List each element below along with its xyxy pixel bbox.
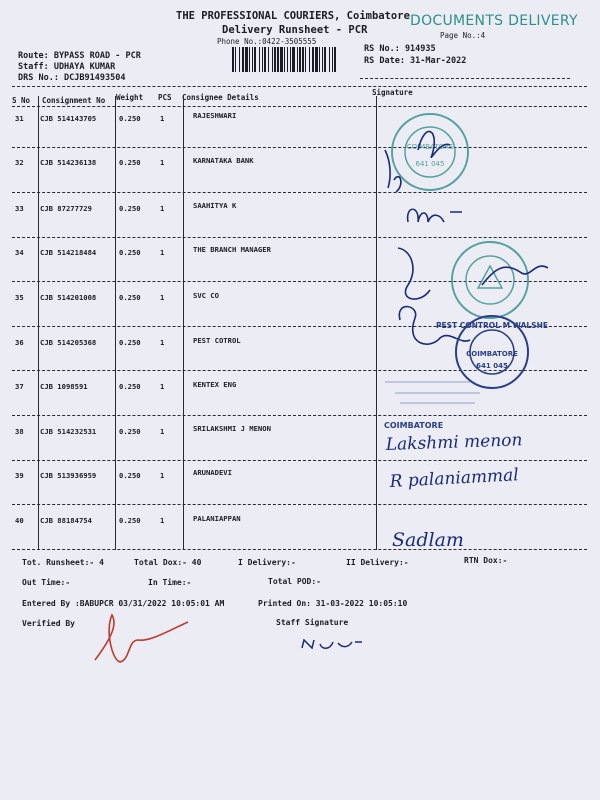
row-consignment: CJB 87277729 xyxy=(40,204,92,213)
row-consignee: PEST COTROL xyxy=(193,336,241,345)
row-sno: 37 xyxy=(15,382,24,391)
row-pcs: 1 xyxy=(160,248,165,257)
row-pcs: 1 xyxy=(160,204,165,213)
rtn-dox: RTN Dox:- xyxy=(464,556,508,565)
rs-number: RS No.: 914935 xyxy=(364,44,436,54)
col-sno: S No xyxy=(12,96,31,105)
row-consignment: CJB 88184754 xyxy=(40,516,92,525)
staff-signature xyxy=(302,640,362,648)
row-sno: 32 xyxy=(15,158,24,167)
row-weight: 0.250 xyxy=(119,338,141,347)
cooperative-bank-stamp xyxy=(452,242,528,318)
tot-runsheet: Tot. Runsheet:- 4 xyxy=(22,558,104,567)
row-weight: 0.250 xyxy=(119,516,141,525)
pest-control-pin: 641 045 xyxy=(476,362,508,370)
company-name: THE PROFESSIONAL COURIERS, Coimbatore xyxy=(176,10,410,22)
row-pcs: 1 xyxy=(160,427,165,436)
pest-control-city: COIMBATORE xyxy=(466,350,518,358)
row-sno: 40 xyxy=(15,516,24,525)
row-weight: 0.250 xyxy=(119,204,141,213)
row-consignment: CJB 1098591 xyxy=(40,382,88,391)
row-weight: 0.250 xyxy=(119,248,141,257)
row-pcs: 1 xyxy=(160,158,165,167)
verified-by: Verified By xyxy=(22,619,75,628)
signature-row34 xyxy=(398,248,430,299)
row-weight: 0.250 xyxy=(119,114,141,123)
row-pcs: 1 xyxy=(160,114,165,123)
phone-number: Phone No.:0422-3505555 xyxy=(217,37,317,46)
row-consignment: CJB 514232531 xyxy=(40,427,97,436)
row-consignee: THE BRANCH MANAGER xyxy=(193,245,271,254)
row-consignment: CJB 514205368 xyxy=(40,338,97,347)
staff-signature-label: Staff Signature xyxy=(276,618,349,627)
col-signature: Signature xyxy=(372,88,413,97)
row-consignee: RAJESHWARI xyxy=(193,111,237,120)
row-pcs: 1 xyxy=(160,516,165,525)
total-dox: Total Dox:- 40 xyxy=(134,558,202,567)
row-consignee: SVC CO xyxy=(193,291,219,300)
row-weight: 0.250 xyxy=(119,382,141,391)
handwriting-lakshmi: Lakshmi menon xyxy=(385,430,523,455)
col-pcs: PCS xyxy=(158,93,172,102)
row-pcs: 1 xyxy=(160,382,165,391)
row-weight: 0.250 xyxy=(119,293,141,302)
row-sno: 36 xyxy=(15,338,24,347)
row-consignment: CJB 514201008 xyxy=(40,293,97,302)
row-sno: 39 xyxy=(15,471,24,480)
row-sno: 31 xyxy=(15,114,24,123)
handwriting-sadlam: Sadlam xyxy=(392,529,464,551)
row-consignment: CJB 514218484 xyxy=(40,248,97,257)
row-weight: 0.250 xyxy=(119,427,141,436)
in-time: In Time:- xyxy=(148,578,192,587)
srilakshmi-stamp-city: COIMBATORE xyxy=(384,421,444,430)
row-consignment: CJB 514236138 xyxy=(40,158,97,167)
kentex-stamp xyxy=(385,382,480,403)
col-consignee: Consignee Details xyxy=(182,93,259,102)
pest-control-stamp xyxy=(436,316,548,388)
printed-on: Printed On: 31-03-2022 10:05:10 xyxy=(258,599,408,608)
verified-signature xyxy=(95,615,188,662)
row-consignee: SAAHITYA K xyxy=(193,201,237,210)
total-pod: Total POD:- xyxy=(268,577,321,586)
col-weight: Weight xyxy=(116,93,144,102)
row-consignment: CJB 513936959 xyxy=(40,471,97,480)
runsheet-title: Delivery Runsheet - PCR xyxy=(222,24,368,36)
out-time: Out Time:- xyxy=(22,578,71,587)
row-pcs: 1 xyxy=(160,338,165,347)
route: Route: BYPASS ROAD - PCR xyxy=(18,51,141,61)
row-pcs: 1 xyxy=(160,471,165,480)
ii-delivery: II Delivery:- xyxy=(346,558,409,567)
handwriting-palaniammal: R palaniammal xyxy=(389,465,520,492)
documents-delivery-stamp: DOCUMENTS DELIVERY xyxy=(410,13,578,29)
row-consignment: CJB 514143705 xyxy=(40,114,97,123)
col-consignment: Consignment No xyxy=(42,96,106,105)
bank-stamp-pin: 641 045 xyxy=(415,160,445,168)
rs-date: RS Date: 31-Mar-2022 xyxy=(364,56,467,66)
row-weight: 0.250 xyxy=(119,471,141,480)
row-sno: 38 xyxy=(15,427,24,436)
drs-number: DRS No.: DCJB91493504 xyxy=(18,73,126,83)
row-consignee: KENTEX ENG xyxy=(193,380,237,389)
row-sno: 34 xyxy=(15,248,24,257)
row-consignee: SRILAKSHMI J MENON xyxy=(193,424,271,433)
row-weight: 0.250 xyxy=(119,158,141,167)
bank-round-stamp xyxy=(392,114,468,190)
bank-stamp-city: COIMBATORE xyxy=(406,143,454,151)
row-consignee: ARUNADEVI xyxy=(193,468,232,477)
row-sno: 35 xyxy=(15,293,24,302)
pest-control-name: PEST CONTROL M WALSHE xyxy=(436,321,548,330)
row-pcs: 1 xyxy=(160,293,165,302)
staff-name: Staff: UDHAYA KUMAR xyxy=(18,62,116,72)
i-delivery: I Delivery:- xyxy=(238,558,296,567)
row-consignee: KARNATAKA BANK xyxy=(193,156,254,165)
row-sno: 33 xyxy=(15,204,24,213)
page-number: Page No.:4 xyxy=(440,31,486,40)
row-consignee: PALANIAPPAN xyxy=(193,514,241,523)
entered-by: Entered By :BABUPCR 03/31/2022 10:05:01 AM xyxy=(22,599,225,608)
signature-row33 xyxy=(408,209,462,222)
